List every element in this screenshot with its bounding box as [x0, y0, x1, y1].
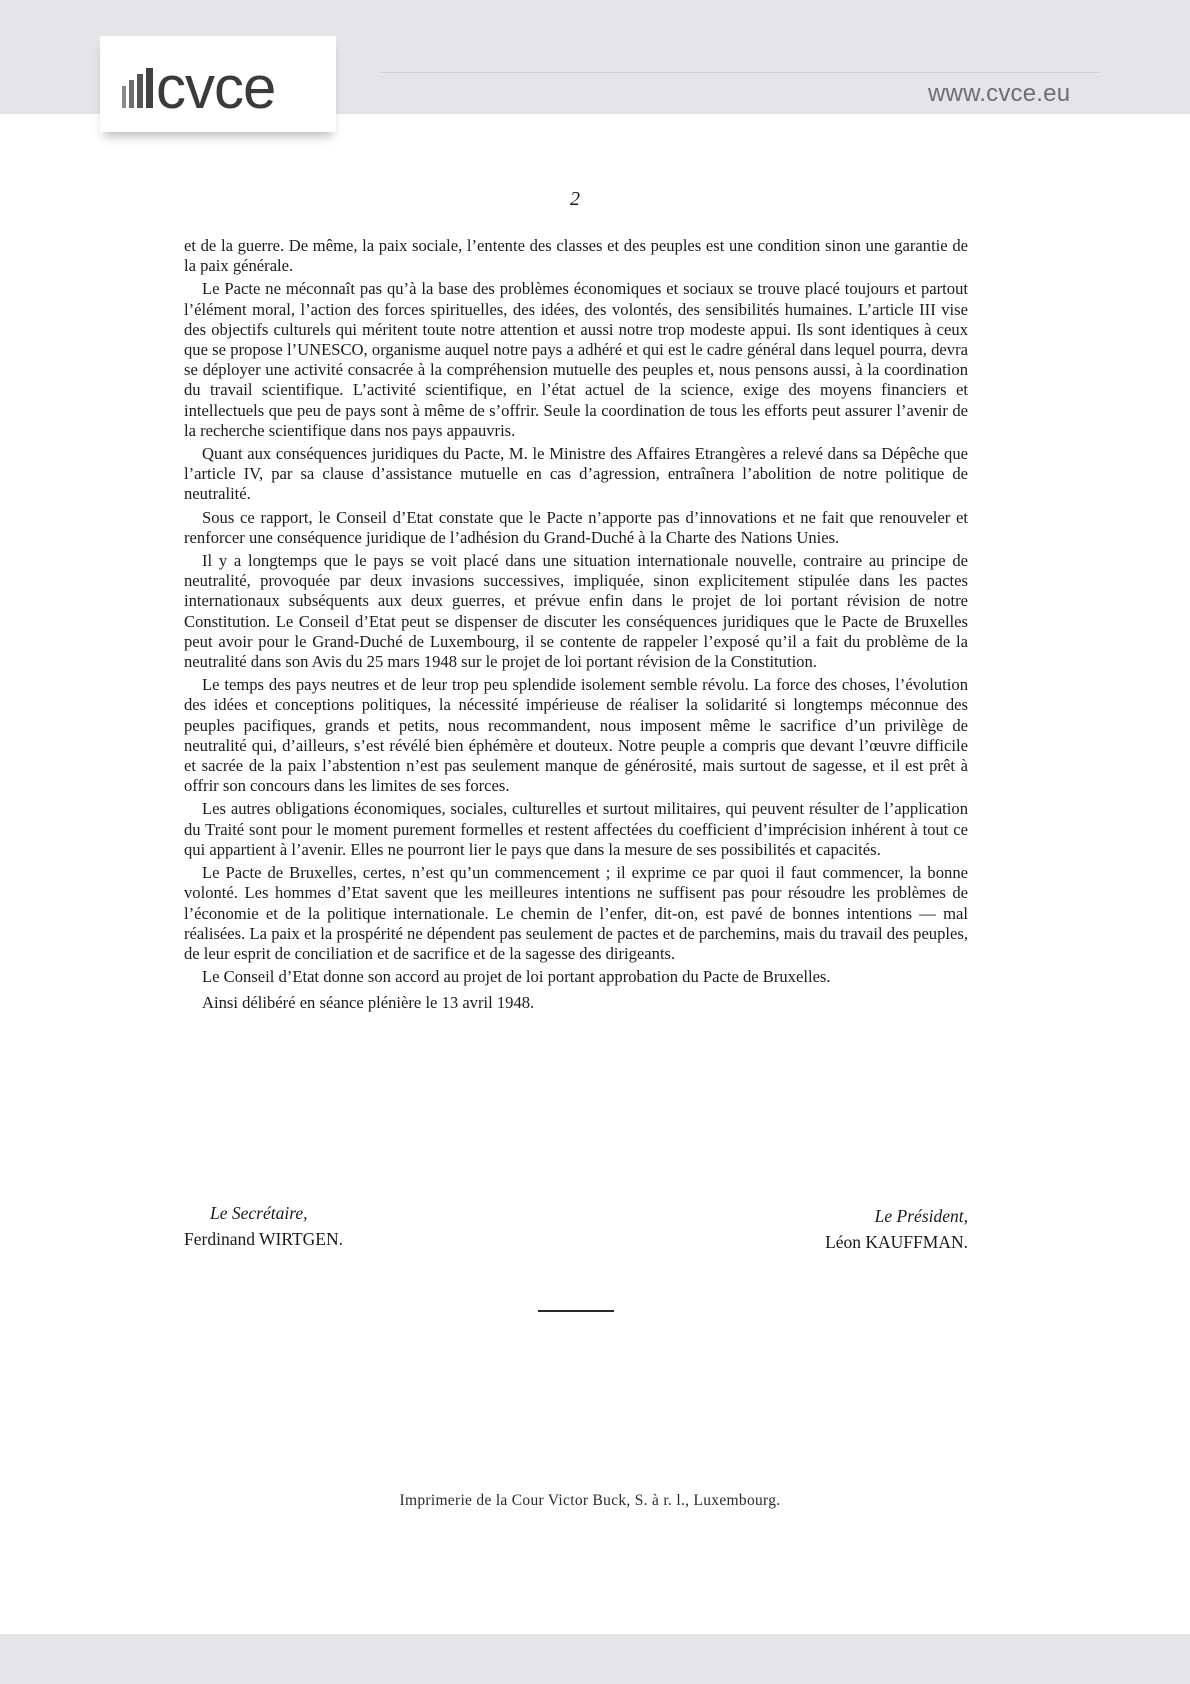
- logo-wordmark: cvce: [156, 56, 276, 116]
- president-name: Léon KAUFFMAN.: [825, 1232, 968, 1252]
- header-divider: [380, 72, 1100, 73]
- paragraph-6: Le temps des pays neutres et de leur trop peu splendide isolement semble révolu. La force des choses, l’évolution des idées et conceptions politiques, la nécessité impérieuse de réaliser la solidarité si longtemps méconnue des peuples pacifiques, grands et petits, nous recommandent, nous imposent même le sacrifice d’un privilège de neutralité qui, d’ailleurs, s’est révélé bien éphémère et douteux. Notre peuple a compris que devant l’œuvre difficile et sacrée de la paix l’abstention n’est pas seulement manque de générosité, mais surtout de sagesse, et il est prêt à offrir son concours dans les limites de ses forces.: [184, 675, 968, 796]
- page-number: 2: [570, 188, 580, 210]
- paragraph-1: et de la guerre. De même, la paix sociale, l’entente des classes et des peuples est une condition sinon une garantie de la paix générale.: [184, 236, 968, 276]
- cvce-logo[interactable]: [100, 36, 336, 132]
- cvce-logo-icon: [122, 56, 354, 116]
- paragraph-8: Le Pacte de Bruxelles, certes, n’est qu’un commencement ; il exprime ce par quoi il faut commencer, la bonne volonté. Les hommes d’Etat savent que les meilleures intentions ne suffisent pas pour résoudre les problèmes de l’économie et de la politique internationale. Le chemin de l’enfer, dit-on, est pavé de bonnes intentions — mal réalisées. La paix et la prospérité ne dépendent pas seulement de pactes et de parchemins, mais du travail des peuples, de leur esprit de conciliation et de sacrifice et de la sagesse des dirigeants.: [184, 863, 968, 963]
- president-title: Le Président,: [874, 1206, 968, 1226]
- president-signature: [825, 1203, 968, 1255]
- header-band: [0, 0, 1190, 114]
- site-url-link[interactable]: www.cvce.eu: [928, 80, 1071, 107]
- paragraph-7: Les autres obligations économiques, sociales, culturelles et surtout militaires, qui peuvent résulter de l’application du Traité sont pour le moment purement formelles et restent affectées du coefficient d’imprécision inhérent à tout ce qui appartient à l’avenir. Elles ne pourront lier le pays que dans la mesure de ses possibilités et capacités.: [184, 799, 968, 859]
- paragraph-5: Il y a longtemps que le pays se voit placé dans une situation internationale nouvelle, contraire au principe de neutralité, provoquée par deux invasions successives, impliquée, sinon explicitement stipulée dans les pactes internationaux subséquents aux deux guerres, et prévue enfin dans le projet de loi portant révision de notre Constitution. Le Conseil d’Etat peut se dispenser de discuter les conséquences juridiques que le Pacte de Bruxelles peut avoir pour le Grand-Duché de Luxembourg, il se contente de rappeler l’exposé qu’il a fait du problème de la neutralité dans son Avis du 25 mars 1948 sur le projet de loi portant révision de la Constitution.: [184, 551, 968, 672]
- secretary-title: Le Secrétaire,: [210, 1203, 308, 1223]
- paragraph-9: Le Conseil d’Etat donne son accord au projet de loi portant approbation du Pacte de Bruxelles.: [202, 967, 831, 987]
- secretary-name: Ferdinand WIRTGEN.: [184, 1229, 344, 1249]
- printer-imprint: Imprimerie de la Cour Victor Buck, S. à r. l., Luxembourg.: [399, 1492, 781, 1509]
- document-body: [184, 236, 968, 1020]
- paragraph-10: Ainsi délibéré en séance plénière le 13 avril 1948.: [202, 993, 535, 1013]
- footer-band: [0, 1634, 1190, 1684]
- secretary-signature: [184, 1200, 343, 1252]
- paragraph-4: Sous ce rapport, le Conseil d’Etat constate que le Pacte n’apporte pas d’innovations et ne fait que renouveler et renforcer une conséquence juridique de l’adhésion du Grand-Duché à la Charte des Nations Unies.: [184, 507, 968, 547]
- paragraph-2: Le Pacte ne méconnaît pas qu’à la base des problèmes économiques et sociaux se trouve placé toujours et partout l’élément moral, l’action des forces spirituelles, des idées, des volontés, des sensibilités humaines. L’article III vise des objectifs culturels qui méritent toute notre attention et aussi notre trop modeste appui. Ils sont identiques à ceux que se propose l’UNESCO, organisme auquel notre pays a adhéré et qui est le cadre général dans lequel pourra, devra se déployer une activité consacrée à la compréhension mutuelle des peuples et, nous pensons aussi, à la coordination du travail scientifique. L’activité scientifique, en l’état actuel de la science, exige des moyens financiers et intellectuels que peu de pays sont à même de s’offrir. Seule la coordination de tous les efforts peut assurer l’avenir de la recherche scientifique dans nos pays appauvris.: [184, 279, 968, 440]
- end-divider: [538, 1310, 614, 1312]
- paragraph-3: Quant aux conséquences juridiques du Pacte, M. le Ministre des Affaires Etrangères a relevé dans sa Dépêche que l’article IV, par sa clause d’assistance mutuelle en cas d’agression, entraînera l’abolition de notre politique de neutralité.: [184, 444, 968, 504]
